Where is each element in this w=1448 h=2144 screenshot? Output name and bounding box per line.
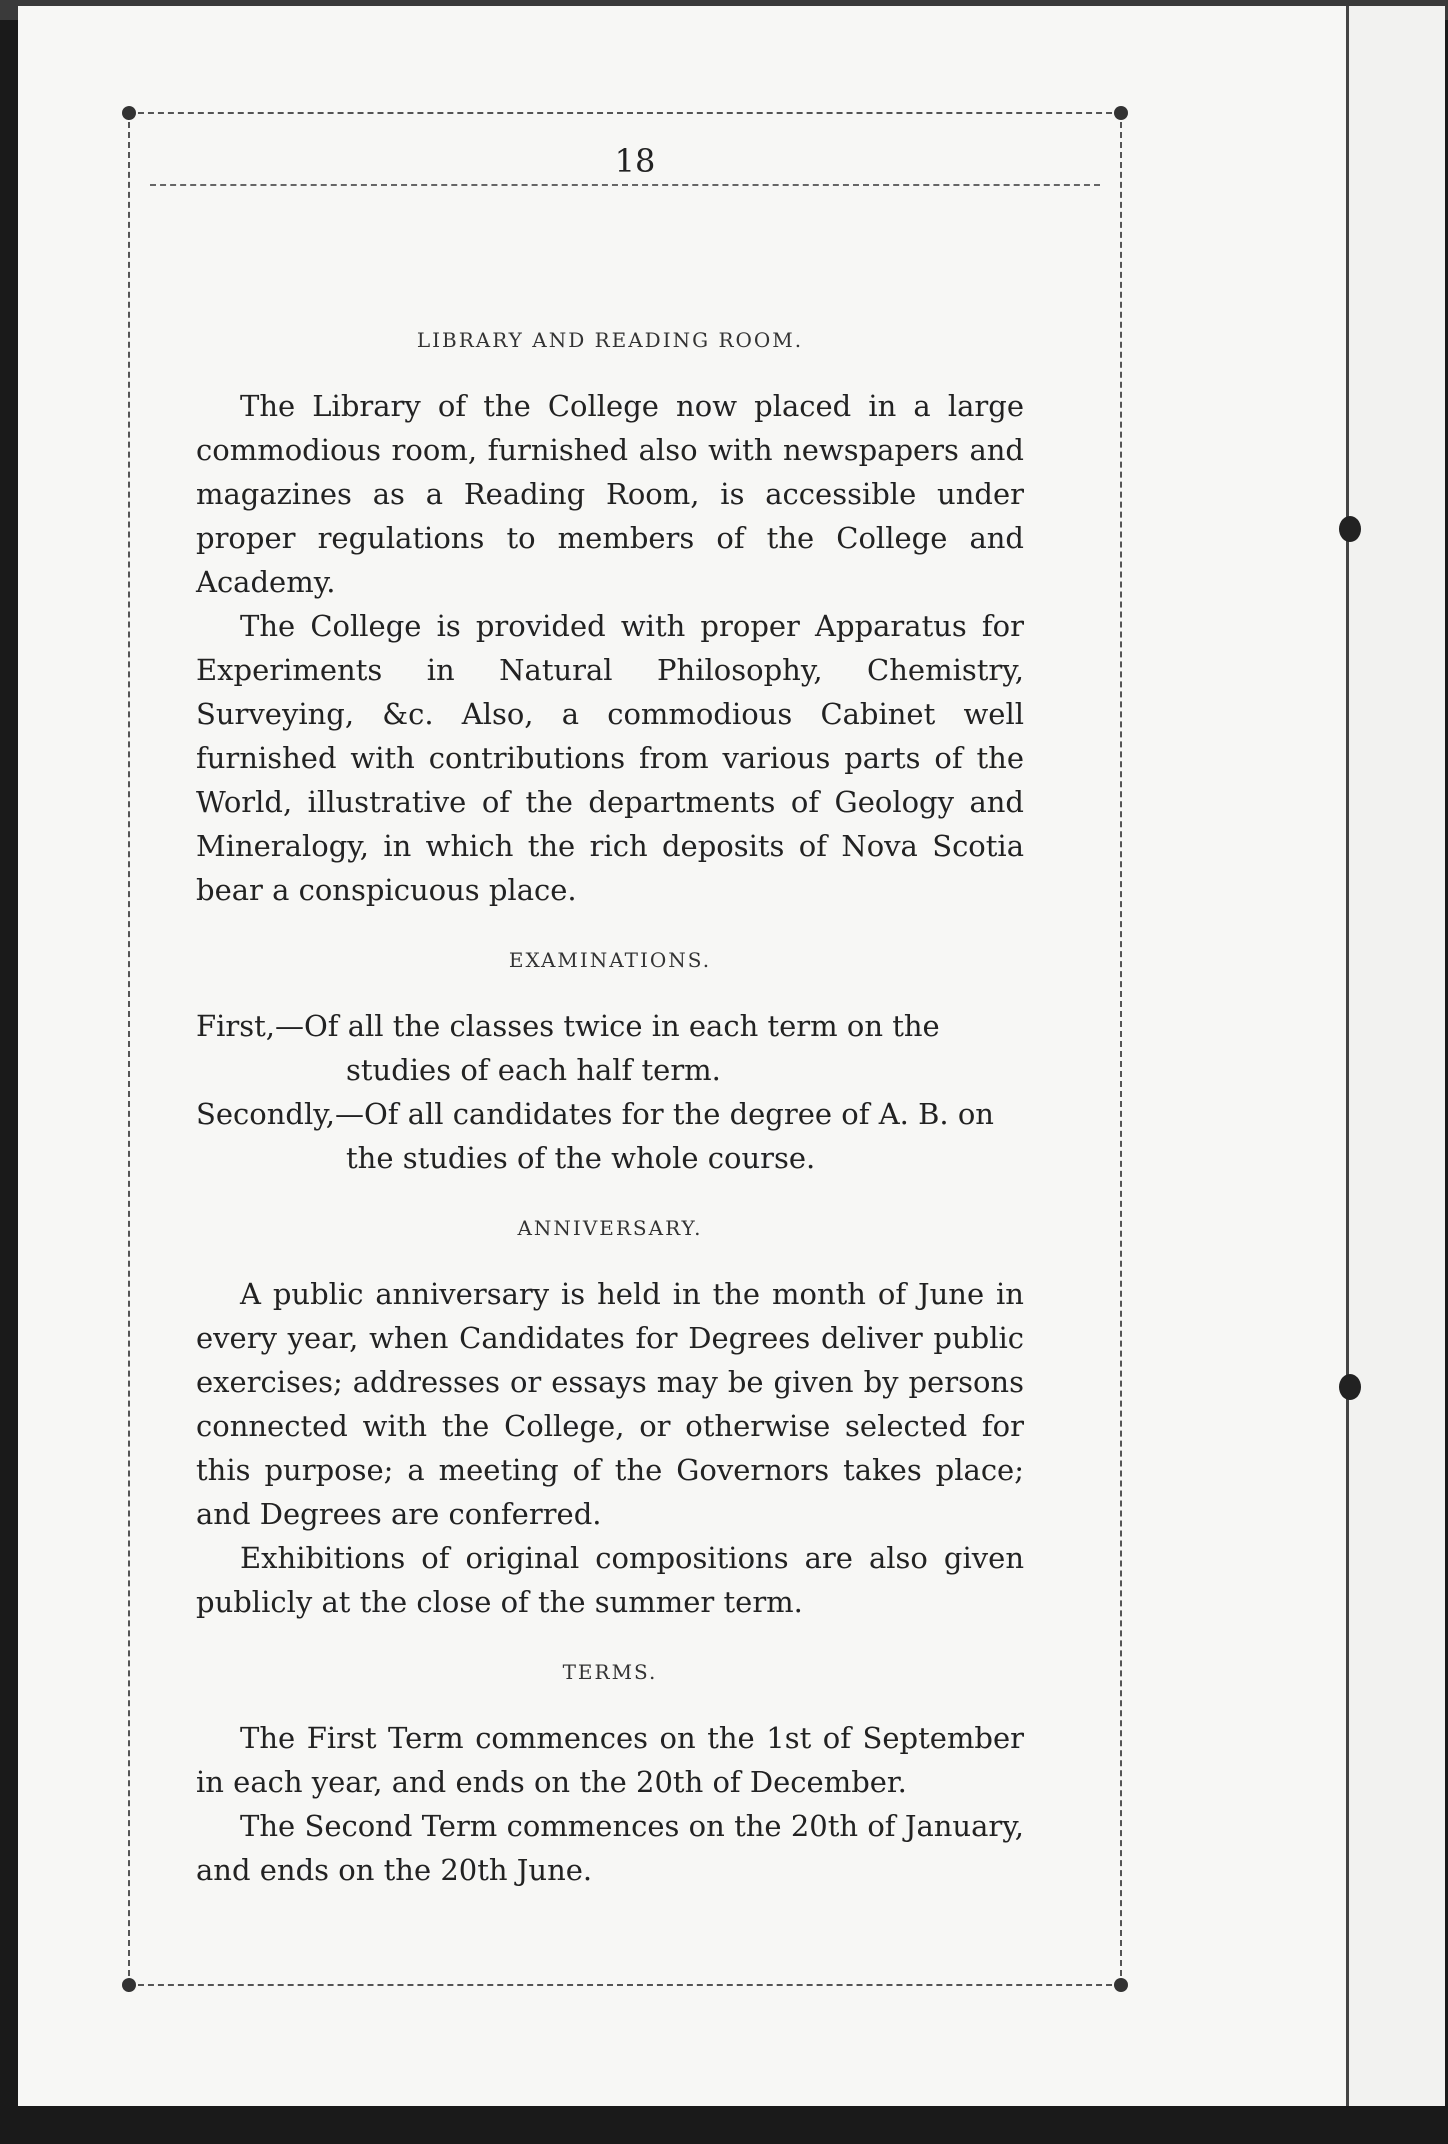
paragraph: The Second Term commences on the 20th of January, and ends on the 20th June.	[196, 1809, 1024, 1887]
library-section	[196, 318, 1024, 912]
paragraph: Exhibitions of original compositions are also given publicly at the close of the summer term.	[196, 1541, 1024, 1619]
binding-thread-mark	[1339, 516, 1361, 542]
frame-corner-ornament	[1114, 1978, 1128, 1992]
paragraph: The Library of the College now placed in a large commodious room, furnished also with newspapers and magazines as a Reading Room, is accessible under proper regulations to members of the College and Academy.	[196, 389, 1024, 599]
section-heading: LIBRARY AND READING ROOM.	[416, 328, 804, 352]
paragraph: The First Term commences on the 1st of September in each year, and ends on the 20th of December.	[196, 1721, 1024, 1799]
frame-corner-ornament	[1114, 106, 1128, 120]
section-heading: TERMS.	[562, 1660, 658, 1684]
anniversary-section	[196, 1206, 1024, 1624]
page-content	[196, 300, 1024, 1892]
list-item: Secondly,—Of all candidates for the degree of A. B. on the studies of the whole course.	[196, 1097, 994, 1175]
list-item: First,—Of all the classes twice in each term on the studies of each half term.	[196, 1009, 940, 1087]
examinations-section	[196, 938, 1024, 1180]
section-heading: EXAMINATIONS.	[508, 948, 712, 972]
header-rule	[150, 184, 1100, 186]
paragraph: The College is provided with proper Apparatus for Experiments in Natural Philosophy, Chemistry, Surveying, &c. Also, a commodious Cabinet well furnished with contributions from various parts of the World, illustrative of the departments of Geology and Mineralogy, in which the rich deposits of Nova Scotia bear a conspicuous place.	[196, 609, 1024, 907]
paragraph: A public anniversary is held in the month of June in every year, when Candidates for Degrees deliver public exercises; addresses or essays may be given by persons connected with the College, or otherwise selected for this purpose; a meeting of the Governors takes place; and Degrees are conferred.	[196, 1277, 1024, 1531]
adjacent-page-edge	[1346, 6, 1445, 2106]
terms-section	[196, 1650, 1024, 1892]
section-heading: ANNIVERSARY.	[517, 1216, 703, 1240]
frame-corner-ornament	[122, 106, 136, 120]
binding-thread-mark	[1339, 1374, 1361, 1400]
frame-corner-ornament	[122, 1978, 136, 1992]
page-number: 18	[614, 142, 656, 180]
